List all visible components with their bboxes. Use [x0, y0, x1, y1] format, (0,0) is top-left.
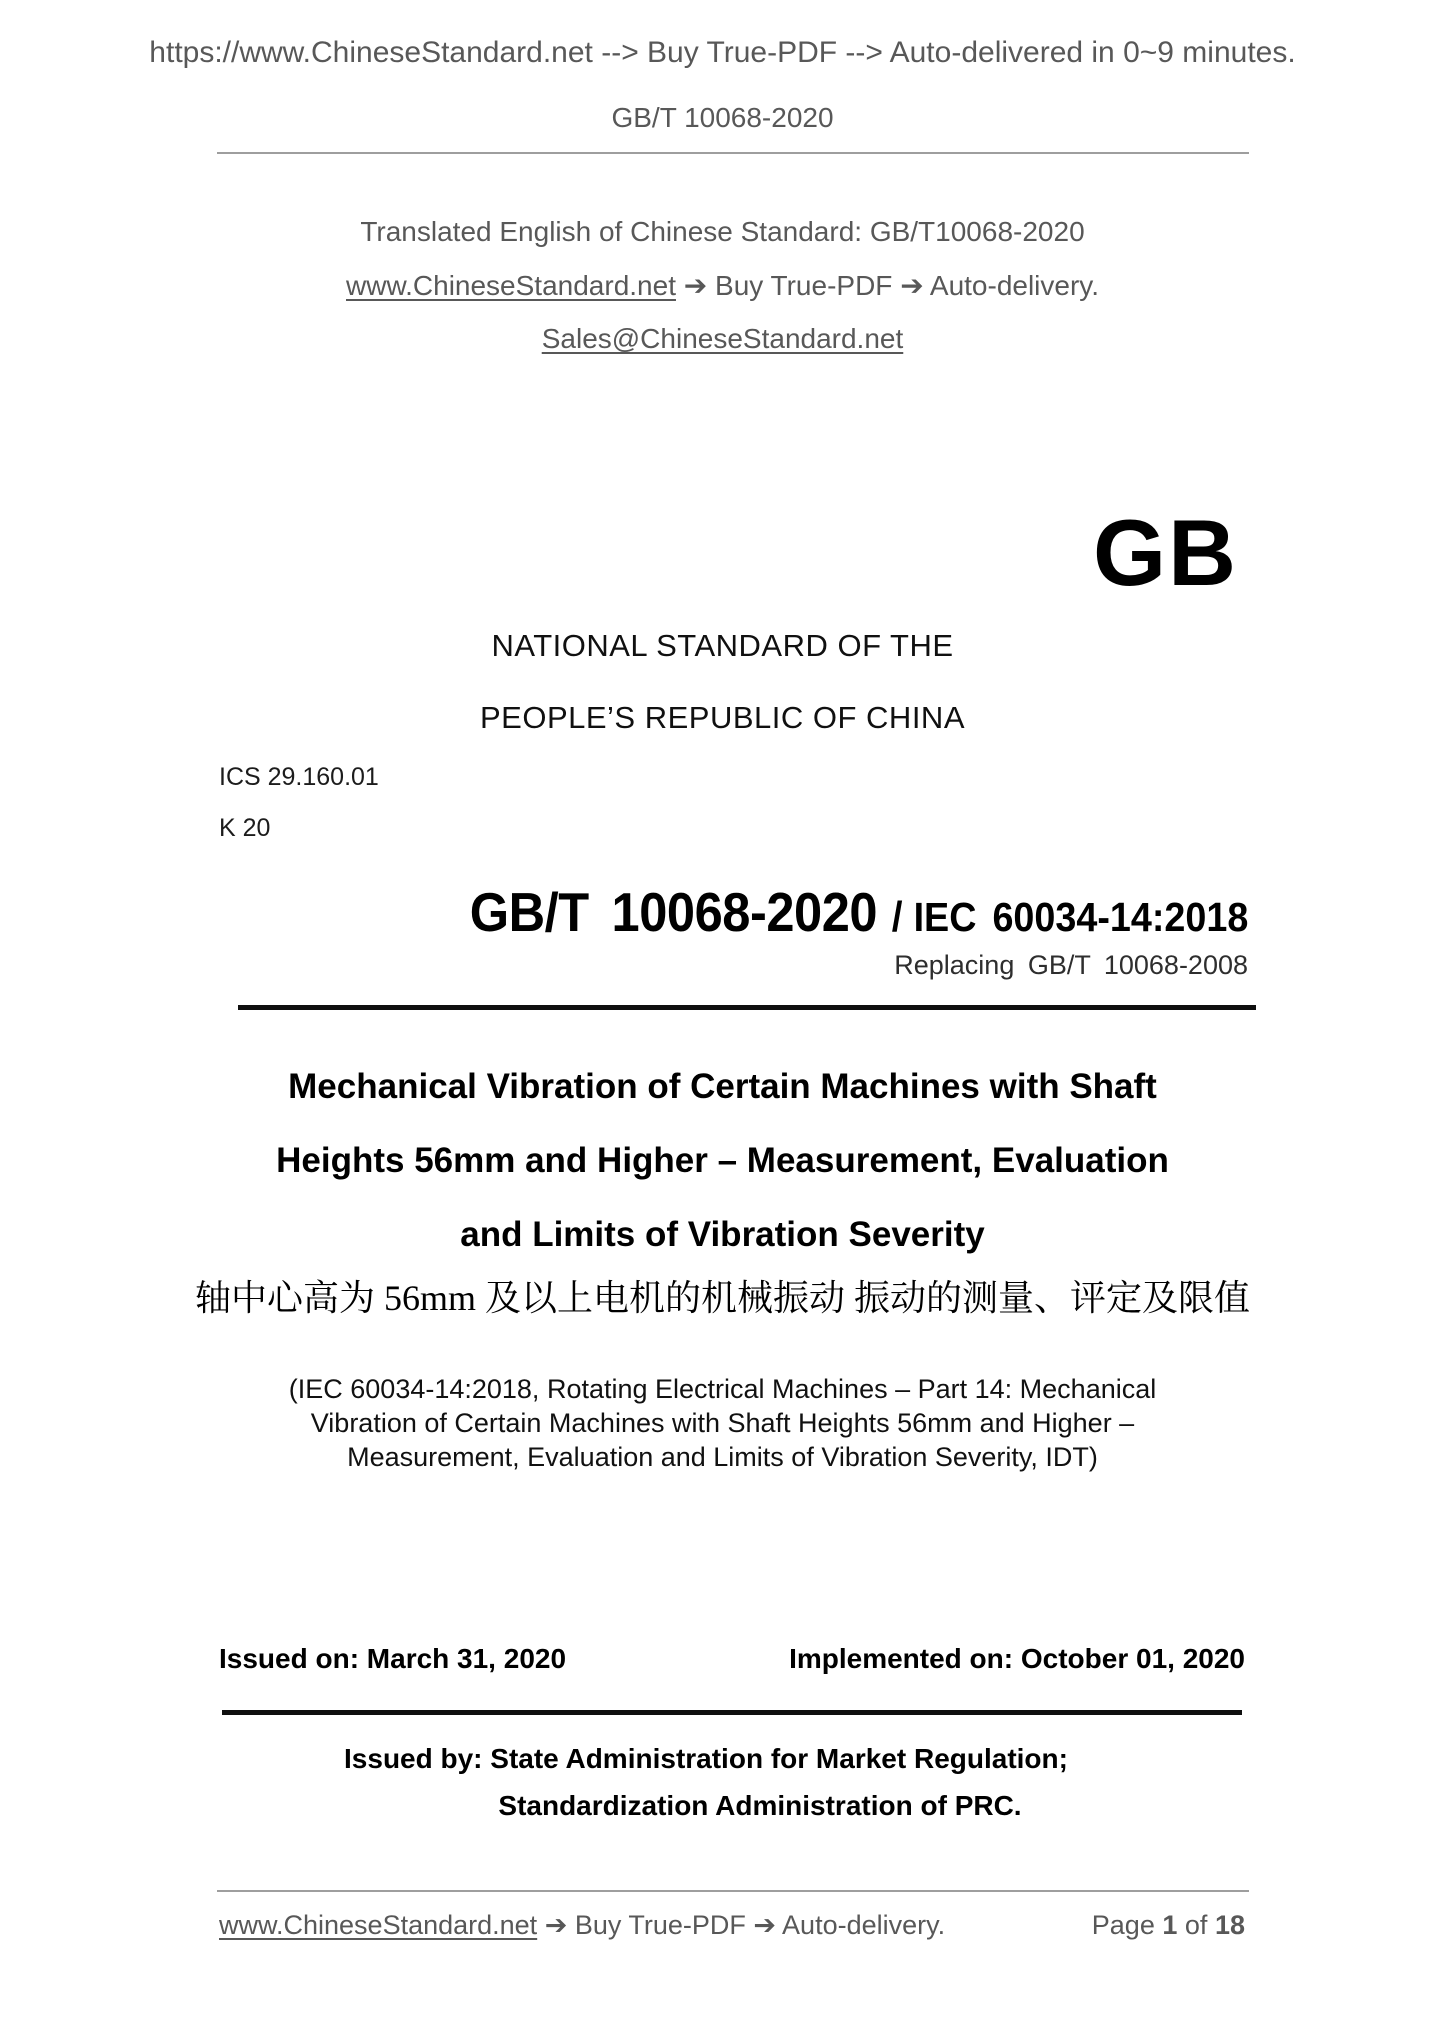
- header-url: https://www.ChineseStandard.net --> Buy True-PDF --> Auto-delivered in 0~9 minutes.: [149, 36, 1296, 69]
- divider-top: [217, 152, 1249, 154]
- divider-dates-bottom: [222, 1710, 1242, 1715]
- page-indicator: [1092, 1912, 1245, 1939]
- idt-line3: Measurement, Evaluation and Limits of Vibration Severity, IDT): [347, 1442, 1098, 1472]
- issued-date: Issued on: March 31, 2020: [219, 1643, 567, 1674]
- implemented-date: Implemented on: October 01, 2020: [789, 1643, 1245, 1674]
- ics-code: ICS 29.160.01: [219, 763, 379, 791]
- title-english-line2: Heights 56mm and Higher – Measurement, Evaluation: [276, 1141, 1169, 1180]
- arrow-icon: ➔: [683, 269, 708, 302]
- divider-title-top: [238, 1005, 1256, 1010]
- iec-reference: IEC 60034-14:2018: [913, 894, 1248, 940]
- title-chinese: 轴中心高为 56mm 及以上电机的机械振动 振动的测量、评定及限值: [194, 1278, 1250, 1318]
- translated-line: Translated English of Chinese Standard: GB/T10068-2020: [360, 216, 1085, 247]
- idt-note: [0, 1372, 1445, 1474]
- sales-line: [0, 325, 1445, 353]
- arrow-icon: ➔: [544, 1910, 568, 1941]
- idt-line2: Vibration of Certain Machines with Shaft Heights 56mm and Higher –: [310, 1408, 1135, 1438]
- website-link[interactable]: www.ChineseStandard.net: [346, 270, 676, 301]
- page-total: 18: [1214, 1910, 1245, 1940]
- national-standard-line2: PEOPLE’S REPUBLIC OF CHINA: [479, 700, 965, 735]
- footer-website-link[interactable]: www.ChineseStandard.net: [219, 1910, 538, 1940]
- issued-by-line1: Issued by: State Administration for Market Regulation;: [344, 1743, 1068, 1774]
- page-label: Page: [1091, 1910, 1155, 1940]
- delivery-label: Auto-delivery.: [929, 270, 1099, 301]
- footer-links: [219, 1912, 945, 1939]
- national-standard-line1: NATIONAL STANDARD OF THE: [491, 628, 954, 663]
- sales-email-link[interactable]: Sales@ChineseStandard.net: [541, 323, 904, 354]
- page-of-label: of: [1184, 1910, 1208, 1940]
- dates-row: [219, 1645, 1245, 1673]
- arrow-icon: ➔: [900, 269, 924, 302]
- divider-footer: [217, 1890, 1249, 1892]
- title-english-line3: and Limits of Vibration Severity: [460, 1215, 985, 1254]
- standard-separator: /: [891, 893, 903, 940]
- replacing-note: Replacing GB/T 10068-2008: [894, 950, 1248, 980]
- header-links-line: [0, 269, 1445, 302]
- footer-buy-label: Buy True-PDF: [574, 1910, 746, 1940]
- footer-row: [219, 1912, 1245, 1939]
- standard-number: GB/T 10068-2020: [469, 881, 877, 943]
- title-english: [0, 1050, 1445, 1272]
- idt-line1: (IEC 60034-14:2018, Rotating Electrical Machines – Part 14: Mechanical: [288, 1374, 1157, 1404]
- header-doc-code: GB/T 10068-2020: [611, 102, 834, 133]
- footer-delivery-label: Auto-delivery.: [782, 1910, 946, 1940]
- title-english-line1: Mechanical Vibration of Certain Machines with Shaft: [288, 1067, 1157, 1106]
- standard-number-line: [469, 881, 1248, 943]
- gb-logo: GB: [1093, 500, 1238, 605]
- classification-code: K 20: [219, 814, 271, 842]
- arrow-icon: ➔: [753, 1910, 777, 1941]
- page-current: 1: [1162, 1910, 1178, 1940]
- buy-pdf-label: Buy True-PDF: [715, 270, 893, 301]
- issued-by-line2: Standardization Administration of PRC.: [498, 1790, 1022, 1821]
